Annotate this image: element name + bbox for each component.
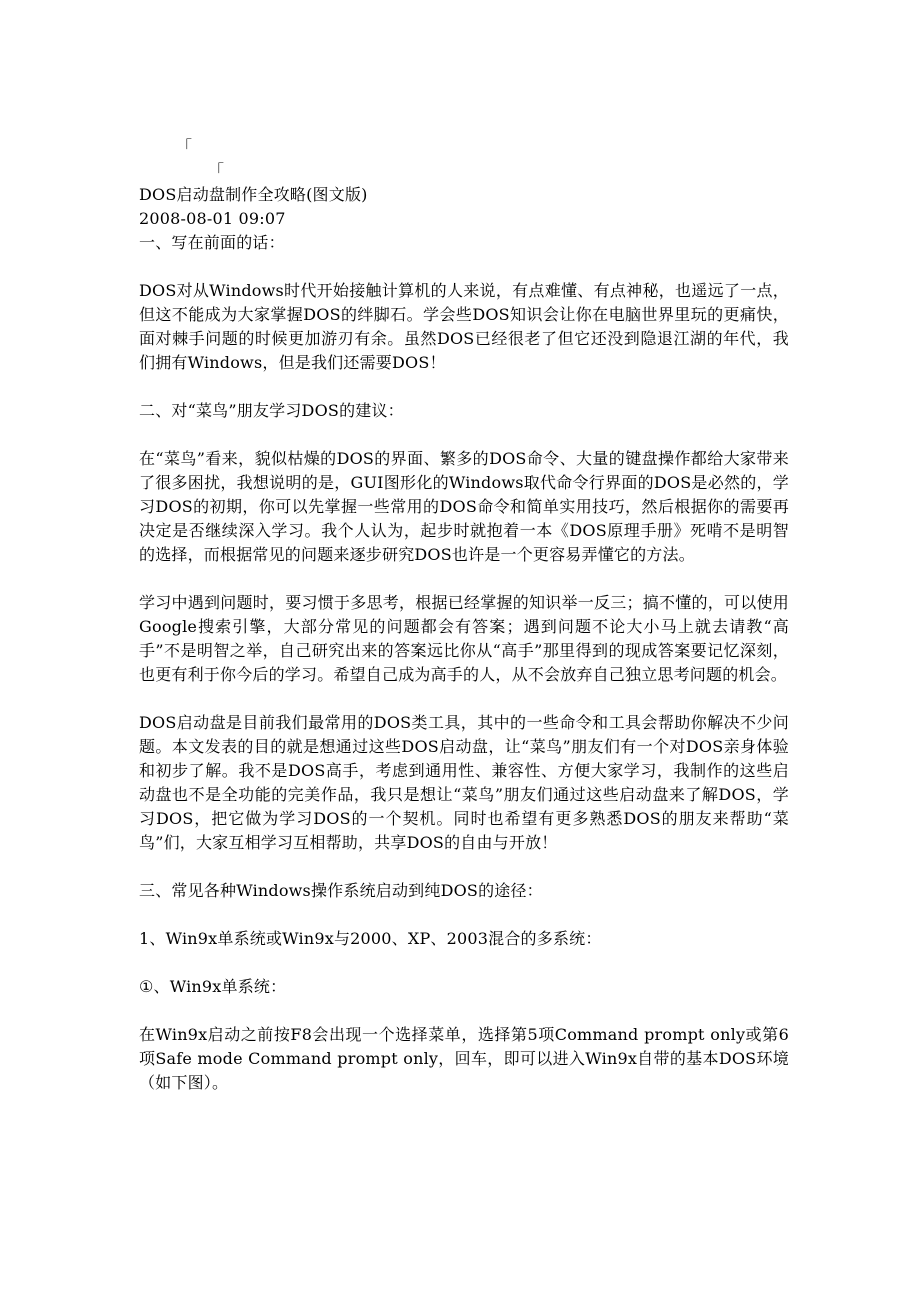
paragraph: DOS启动盘是目前我们最常用的DOS类工具，其中的一些命令和工具会帮助你解决不少问题。本文发表的目的就是想通过这些DOS启动盘，让“菜鸟”朋友们有一个对DOS亲身体验和初步了解。我不是DOS高手，考虑到通用性、兼容性、方便大家学习，我制作的这些启动盘也不是全功能的完美作品，我只是想让“菜鸟”朋友们通过这些启动盘来了解DOS，学习DOS，把它做为学习DOS的一个契机。同时也希望有更多熟悉DOS的朋友来帮助“菜鸟”们，大家互相学习互相帮助，共享DOS的自由与开放！ [139,713,789,852]
article-body [139,183,789,1095]
article-title: DOS启动盘制作全攻略(图文版) [139,185,368,204]
section-heading-1: 一、写在前面的话： [139,233,285,252]
corner-mark: 「 [208,161,225,180]
section-heading-3: 三、常见各种Windows操作系统启动到纯DOS的途径： [139,881,543,900]
section-heading-2: 二、对“菜鸟”朋友学习DOS的建议： [139,401,404,420]
corner-mark: 「 [176,137,193,156]
subsection-heading: 1、Win9x单系统或Win9x与2000、XP、2003混合的多系统： [139,929,602,948]
paragraph: 学习中遇到问题时，要习惯于多思考，根据已经掌握的知识举一反三；搞不懂的，可以使用Google搜索引擎，大部分常见的问题都会有答案；遇到问题不论大小马上就去请教“高手”不是明智之举，自己研究出来的答案远比你从“高手”那里得到的现成答案要记忆深刻，也更有利于你今后的学习。希望自己成为高手的人，从不会放弃自己独立思考问题的机会。 [139,593,789,684]
article-date: 2008-08-01 09:07 [139,209,286,228]
paragraph: DOS对从Windows时代开始接触计算机的人来说，有点难懂、有点神秘，也遥远了一点，但这不能成为大家掌握DOS的绊脚石。学会些DOS知识会让你在电脑世界里玩的更痛快，面对棘手问题的时候更加游刃有余。虽然DOS已经很老了但它还没到隐退江湖的年代，我们拥有Windows，但是我们还需要DOS！ [139,281,789,372]
paragraph: 在“菜鸟”看来，貌似枯燥的DOS的界面、繁多的DOS命令、大量的键盘操作都给大家带来了很多困扰，我想说明的是，GUI图形化的Windows取代命令行界面的DOS是必然的，学习DOS的初期，你可以先掌握一些常用的DOS命令和简单实用技巧，然后根据你的需要再决定是否继续深入学习。我个人认为，起步时就抱着一本《DOS原理手册》死啃不是明智的选择，而根据常见的问题来逐步研究DOS也许是一个更容易弄懂它的方法。 [139,449,789,564]
list-item-heading: ①、Win9x单系统： [139,977,287,996]
paragraph: 在Win9x启动之前按F8会出现一个选择菜单，选择第5项Command prompt only或第6项Safe mode Command prompt only，回车，即可以进入Win9x自带的基本DOS环境（如下图）。 [139,1025,789,1092]
